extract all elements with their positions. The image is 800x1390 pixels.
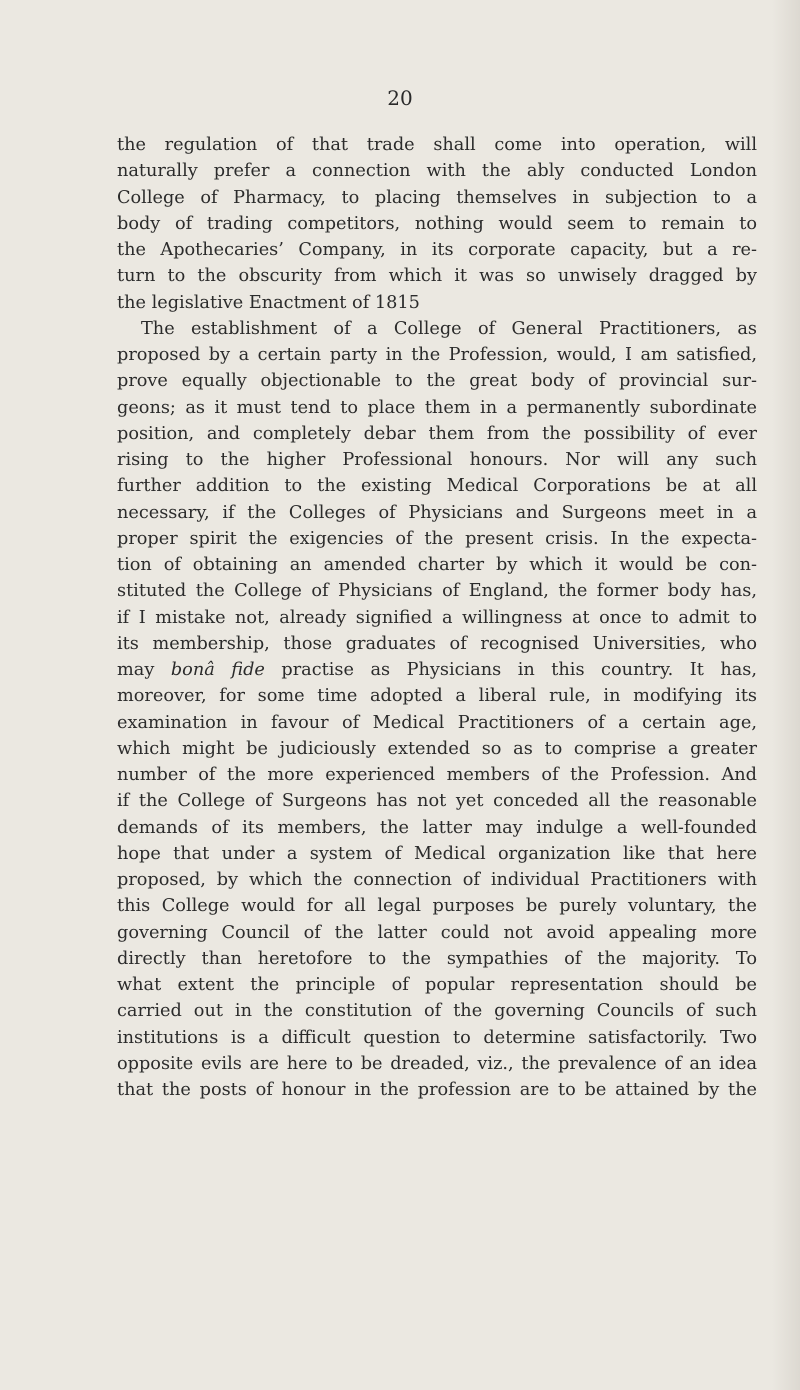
- text-line: what extent the principle of popular representation should be: [117, 975, 757, 995]
- text-line: its membership, those graduates of recognised Universities, who: [117, 633, 757, 654]
- page-number: 20: [387, 86, 413, 110]
- text-line: the regulation of that trade shall come into operation, will: [117, 135, 757, 155]
- text-line: if the College of Surgeons has not yet conceded all the reasonable: [117, 791, 757, 812]
- text-line: turn to the obscurity from which it was so unwisely dragged by: [117, 266, 757, 287]
- text-line: proposed, by which the connection of individual Practitioners with: [117, 870, 757, 890]
- italic-phrase: bonâ fide: [170, 660, 265, 680]
- text-line: geons; as it must tend to place them in a permanently subordinate: [117, 397, 757, 418]
- text-line: proper spirit the exigencies of the present crisis. In the expecta-: [117, 528, 757, 549]
- text-line: which might be judiciously extended so as to comprise a greater: [117, 738, 757, 759]
- text-line: if I mistake not, already signified a willingness at once to admit to: [117, 607, 757, 628]
- text-line: number of the more experienced members of the Profession. And: [117, 765, 757, 785]
- text-line: necessary, if the Colleges of Physicians and Surgeons meet in a: [117, 502, 757, 523]
- text-line: position, and completely debar them from the possibility of ever: [117, 423, 757, 444]
- page-edge-shadow: [772, 0, 800, 1390]
- text-line: demands of its members, the latter may indulge a well-founded: [117, 817, 757, 838]
- text-line: institutions is a difficult question to determine satisfactorily. Two: [117, 1027, 757, 1048]
- text-line: stituted the College of Physicians of England, the former body has,: [117, 581, 757, 602]
- text-line: tion of obtaining an amended charter by which it would be con-: [117, 555, 757, 575]
- text-line: governing Council of the latter could not avoid appealing more: [117, 922, 757, 943]
- text-line: proposed by a certain party in the Profession, would, I am satisfied,: [117, 345, 757, 365]
- text-line: prove equally objectionable to the great body of provincial sur-: [117, 371, 757, 392]
- text-line: the legislative Enactment of 1815: [117, 292, 420, 313]
- text-line: [117, 657, 757, 683]
- text-span: may: [117, 660, 171, 680]
- text-line: rising to the higher Professional honours. Nor will any such: [117, 450, 757, 470]
- text-span: practise as Physicians in this country. It has,: [264, 660, 757, 680]
- text-line: The establishment of a College of General Practitioners, as: [141, 318, 757, 339]
- text-line: directly than heretofore to the sympathies of the majority. To: [117, 948, 757, 969]
- text-line: body of trading competitors, nothing would seem to remain to: [117, 213, 757, 234]
- text-line: opposite evils are here to be dreaded, viz., the prevalence of an idea: [117, 1053, 757, 1074]
- text-line: that the posts of honour in the profession are to be attained by the: [117, 1080, 757, 1100]
- text-line: this College would for all legal purposes be purely voluntary, the: [117, 896, 757, 917]
- text-line: further addition to the existing Medical Corporations be at all: [117, 476, 757, 497]
- body-text: [117, 132, 757, 1103]
- text-line: College of Pharmacy, to placing themselves in subjection to a: [117, 187, 757, 208]
- text-line: carried out in the constitution of the governing Councils of such: [117, 1001, 757, 1022]
- text-line: hope that under a system of Medical organization like that here: [117, 843, 757, 864]
- text-line: naturally prefer a connection with the ably conducted London: [117, 161, 757, 182]
- text-line: examination in favour of Medical Practitioners of a certain age,: [117, 712, 757, 733]
- text-line: the Apothecaries’ Company, in its corporate capacity, but a re-: [117, 240, 757, 260]
- text-line: moreover, for some time adopted a liberal rule, in modifying its: [117, 686, 757, 707]
